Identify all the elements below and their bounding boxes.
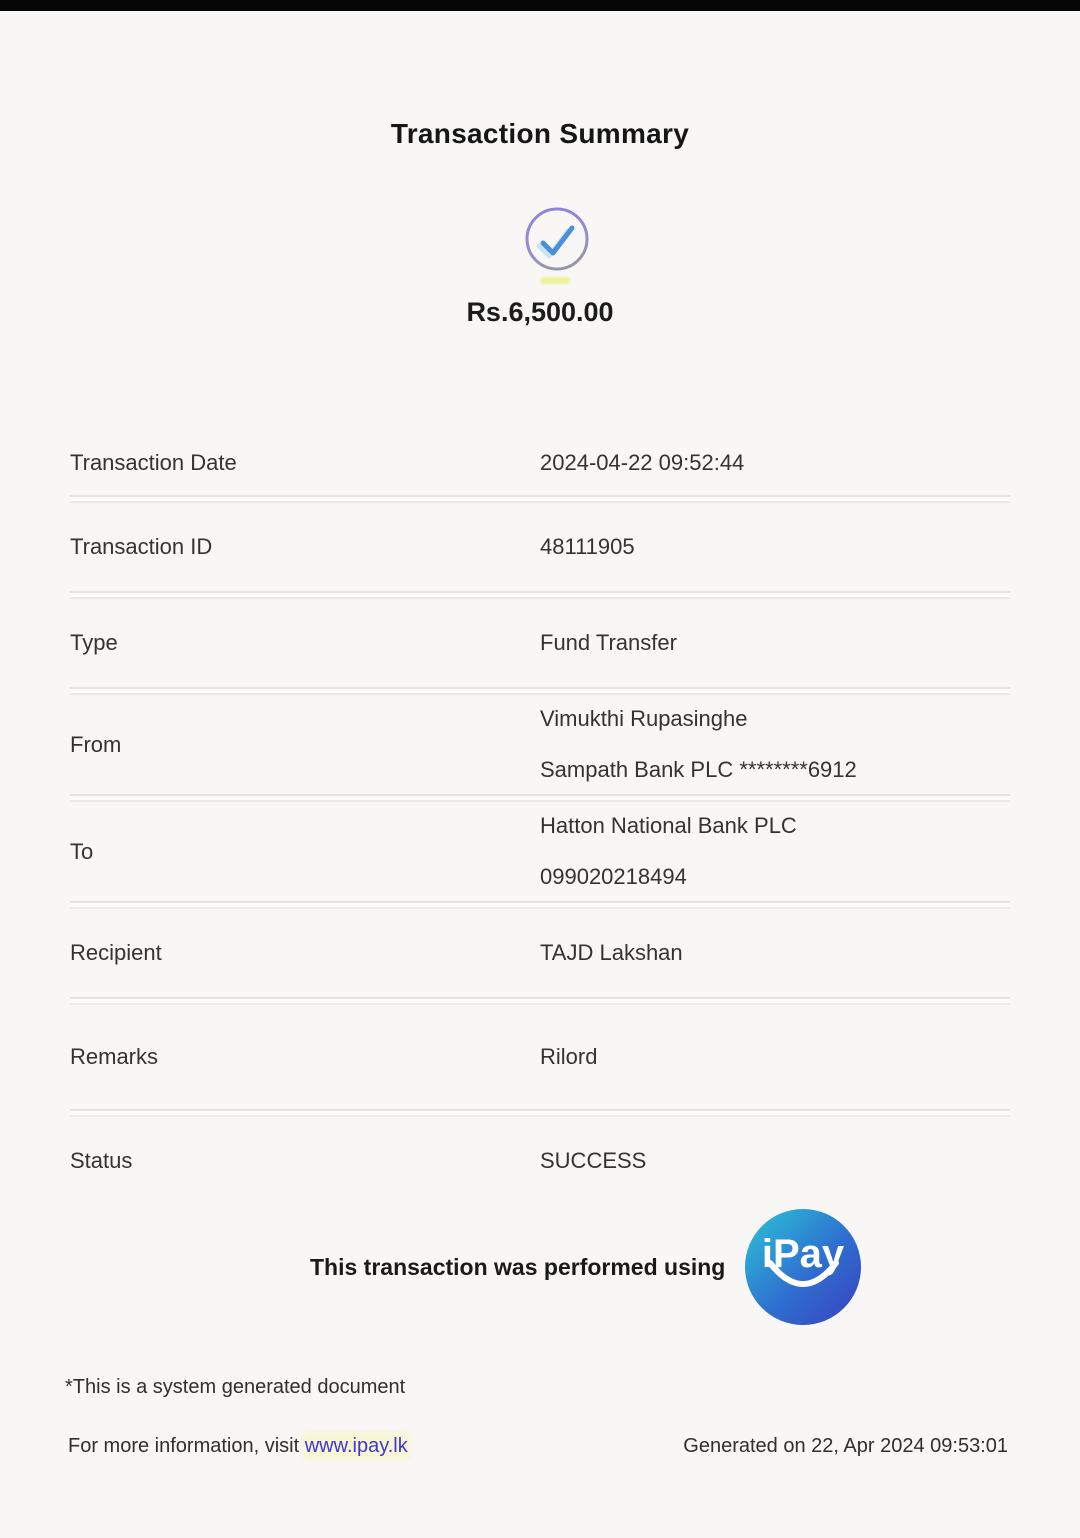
ipay-logo-text: iPay bbox=[762, 1232, 845, 1276]
row-label: To bbox=[70, 838, 94, 864]
row-divider bbox=[70, 495, 1010, 503]
more-info-text bbox=[68, 1435, 408, 1458]
table-row-from bbox=[70, 695, 1010, 794]
row-label: Recipient bbox=[70, 940, 162, 965]
details-table bbox=[70, 431, 1010, 1205]
table-row-to bbox=[70, 802, 1010, 901]
row-label: From bbox=[70, 731, 122, 757]
row-divider bbox=[70, 901, 1010, 909]
ipay-branding-row bbox=[310, 1207, 1080, 1327]
page-title: Transaction Summary bbox=[390, 118, 690, 149]
row-value: Fund Transfer bbox=[540, 630, 677, 655]
ipay-logo-icon bbox=[743, 1207, 863, 1327]
status-value: SUCCESS bbox=[540, 1148, 647, 1173]
system-generated-note: *This is a system generated document bbox=[65, 1376, 406, 1398]
transaction-amount: Rs.6,500.00 bbox=[466, 297, 614, 327]
row-value: Vimukthi Rupasinghe Sampath Bank PLC ********6912 bbox=[540, 706, 857, 782]
top-black-bar bbox=[0, 0, 1080, 11]
row-value: 48111905 bbox=[540, 534, 635, 559]
success-status-area bbox=[17, 205, 1080, 275]
table-row-recipient bbox=[70, 909, 1010, 997]
row-divider bbox=[70, 997, 1010, 1005]
row-divider bbox=[70, 687, 1010, 695]
row-label: Type bbox=[70, 630, 118, 655]
success-check-icon bbox=[522, 205, 592, 275]
row-label: Remarks bbox=[70, 1044, 159, 1069]
footer-row bbox=[0, 1435, 1080, 1458]
row-label: Transaction Date bbox=[70, 450, 237, 475]
table-row-status bbox=[70, 1117, 1010, 1205]
table-row-transaction-id bbox=[70, 503, 1010, 591]
row-value: Rilord bbox=[540, 1044, 598, 1069]
generated-timestamp: Generated on 22, Apr 2024 09:53:01 bbox=[683, 1435, 1008, 1457]
ipay-caption: This transaction was performed using bbox=[310, 1253, 726, 1280]
row-divider bbox=[70, 1109, 1010, 1117]
ipay-website-link[interactable]: www.ipay.lk bbox=[304, 1435, 408, 1457]
row-value bbox=[540, 1150, 646, 1172]
row-value: 2024-04-22 09:52:44 bbox=[540, 450, 745, 475]
row-divider bbox=[70, 591, 1010, 599]
table-row-transaction-date bbox=[70, 431, 1010, 495]
row-value: Hatton National Bank PLC 099020218494 bbox=[540, 813, 797, 889]
table-row-remarks bbox=[70, 1005, 1010, 1109]
more-info-prefix: For more information, visit bbox=[68, 1435, 300, 1457]
row-divider bbox=[70, 794, 1010, 802]
row-value: TAJD Lakshan bbox=[540, 940, 683, 965]
row-label: Status bbox=[70, 1148, 133, 1173]
row-label: Transaction ID bbox=[70, 534, 213, 559]
table-row-type bbox=[70, 599, 1010, 687]
scan-artifact-highlight bbox=[540, 277, 570, 284]
